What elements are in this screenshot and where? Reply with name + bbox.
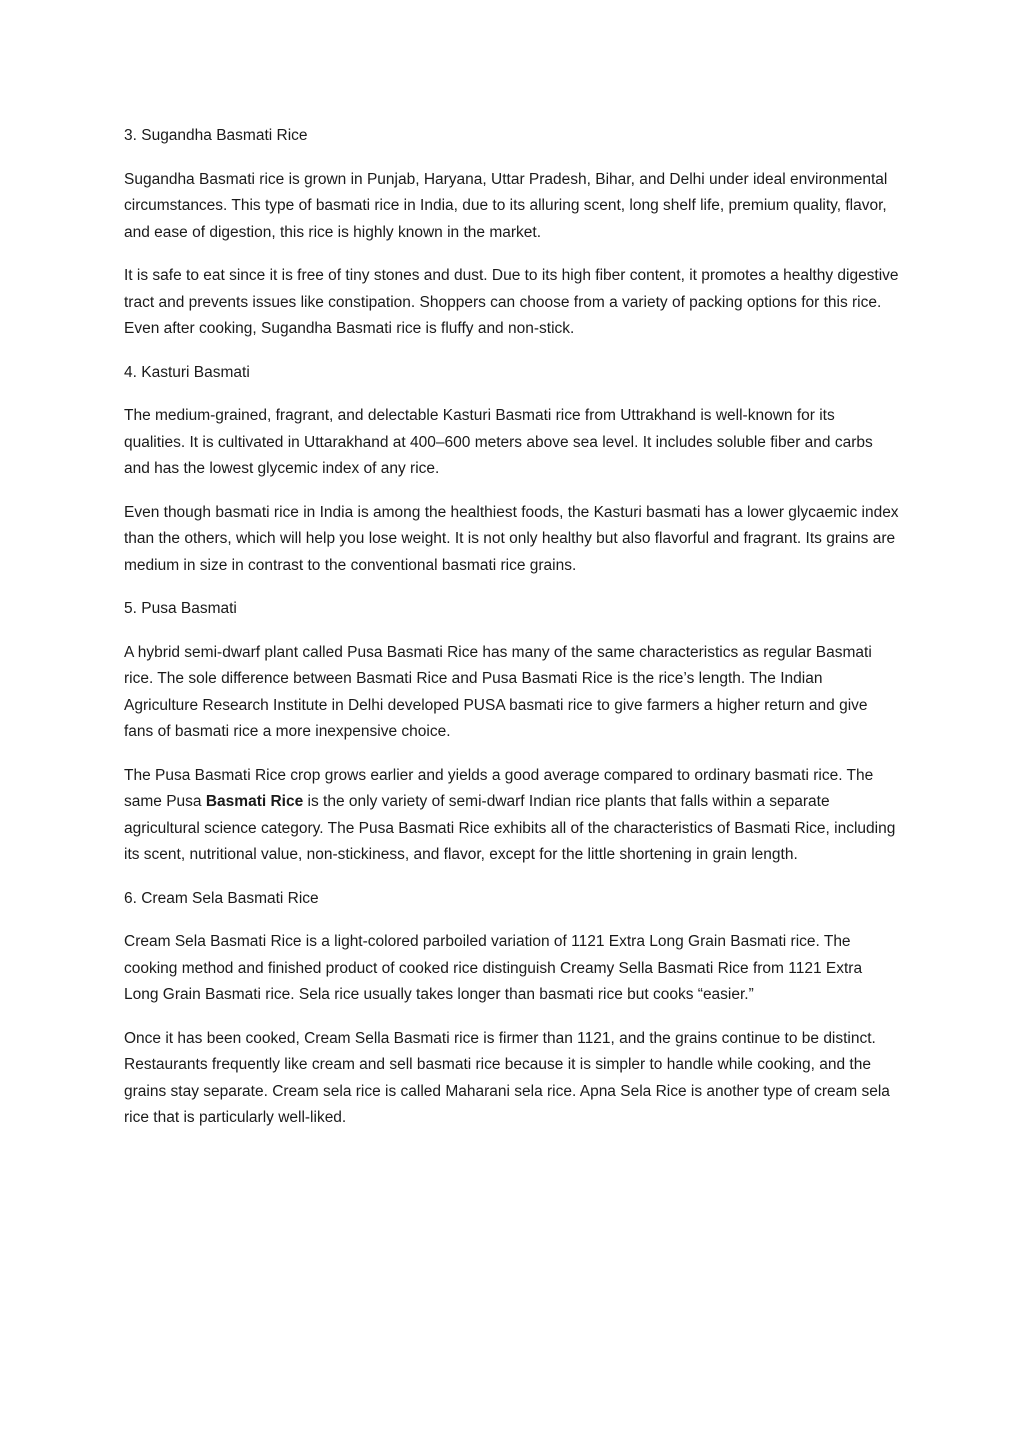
paragraph-pusa-2-after: is the only variety of semi-dwarf Indian rice plants that falls within a separate agricultural science category. The Pusa Basmati Rice exhibits all of the characteristics of Basmati Rice, including its scent, nutritional value, non-stickiness, and flavor, except for the little shortening in grain length. [124, 793, 896, 863]
paragraph-cream-sela-2: Once it has been cooked, Cream Sella Basmati rice is firmer than 1121, and the grains continue to be distinct. Restaurants frequently like cream and sell basmati rice because it is simpler to handle while cooking, and the grains stay separate. Cream sela rice is called Maharani sela rice. Apna Sela Rice is another type of cream sela rice that is particularly well-liked. [124, 1029, 890, 1126]
paragraph-sugandha-1: Sugandha Basmati rice is grown in Punjab, Haryana, Uttar Pradesh, Bihar, and Delhi under ideal environmental circumstances. This type of basmati rice in India, due to its alluring scent, long shelf life, premium quality, flavor, and ease of digestion, this rice is highly known in the market. [124, 170, 888, 241]
paragraph-pusa-1: A hybrid semi-dwarf plant called Pusa Basmati Rice has many of the same characteristics as regular Basmati rice. The sole difference between Basmati Rice and Pusa Basmati Rice is the rice’s length. The Indian Agriculture Research Institute in Delhi developed PUSA basmati rice to give farmers a higher return and give fans of basmati rice a more inexpensive choice. [124, 643, 872, 740]
bold-basmati-rice-text: Basmati Rice [205, 793, 304, 810]
paragraph-kasturi-2: Even though basmati rice in India is among the healthiest foods, the Kasturi basmati has a lower glycaemic index than the others, which will help you lose weight. It is not only healthy but also flavorful and fragrant. Its grains are medium in size in contrast to the conventional basmati rice grains. [124, 503, 899, 574]
section-heading-sugandha: 3. Sugandha Basmati Rice [124, 127, 308, 144]
section-heading-pusa: 5. Pusa Basmati [124, 600, 237, 617]
paragraph-kasturi-1: The medium-grained, fragrant, and delectable Kasturi Basmati rice from Uttrakhand is well-known for its qualities. It is cultivated in Uttarakhand at 400–600 meters above sea level. It includes soluble fiber and carbs and has the lowest glycemic index of any rice. [124, 407, 873, 477]
section-heading-kasturi: 4. Kasturi Basmati [124, 363, 250, 381]
paragraph-pusa-2 [124, 763, 899, 869]
document-page [124, 123, 899, 1149]
paragraph-sugandha-2: It is safe to eat since it is free of tiny stones and dust. Due to its high fiber content, it promotes a healthy digestive tract and prevents issues like constipation. Shoppers can choose from a variety of packing options for this rice. Even after cooking, Sugandha Basmati rice is fluffy and non-stick. [124, 267, 899, 337]
section-heading-cream-sela: 6. Cream Sela Basmati Rice [124, 889, 319, 907]
paragraph-pusa-2-before: The Pusa Basmati Rice crop grows earlier and yields a good average compared to ordinary basmati rice. The same Pusa [124, 766, 874, 810]
paragraph-cream-sela-1: Cream Sela Basmati Rice is a light-colored parboiled variation of 1121 Extra Long Grain Basmati rice. The cooking method and finished product of cooked rice distinguish Creamy Sella Basmati Rice from 1121 Extra Long Grain Basmati rice. Sela rice usually takes longer than basmati rice but cooks “easier.” [124, 933, 863, 1003]
